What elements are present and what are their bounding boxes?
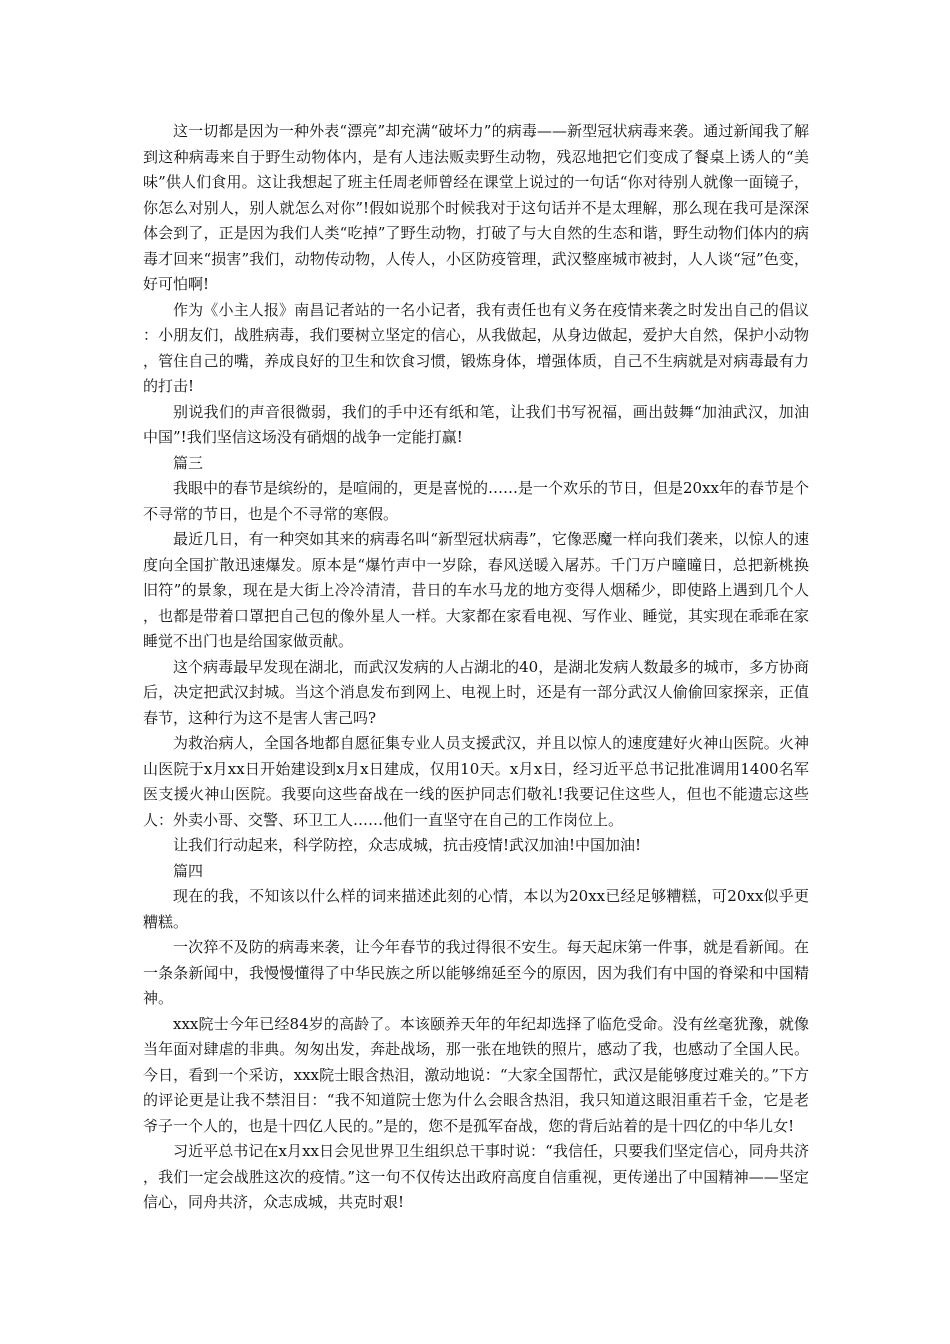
paragraph-call-to-action: 让我们行动起来，科学防控，众志成城，抗击疫情!武汉加油!中国加油! (173, 836, 642, 854)
paragraph-huoshenshan-hospital: 为救治病人，全国各地都自愿征集专业人员支援武汉，并且以惊人的速度建好火神山医院。火神山医院于x月xx日开始建设到x月x日建成，仅用10天。x月x日，经习近平总书记批准调用1400名军医支援火神山医院。我要向这些奋战在一线的医护同志们敬礼!我要记住这些人，但也不能遗忘这些人：外卖小哥、交警、环卫工人……他们一直坚守在自己的工作岗位上。 (143, 734, 809, 829)
paragraph-blessing: 别说我们的声音很微弱，我们的手中还有纸和笔，让我们书写祝福，画出鼓舞“加油武汉，加油中国”!我们坚信这场没有硝烟的战争一定能打赢! (143, 402, 809, 446)
paragraph-who-meeting: 习近平总书记在x月xx日会见世界卫生组织总干事时说：“我信任，只要我们坚定信心，同舟共济，我们一定会战胜这次的疫情。”这一句不仅传达出政府高度自信重视，更传递出了中国精神——坚定信心，同舟共济，众志成城，共克时艰! (143, 1142, 809, 1211)
paragraph-daily-news: 一次猝不及防的病毒来袭，让今年春节的我过得很不安生。每天起床第一件事，就是看新闻。在一条条新闻中，我慢慢懂得了中华民族之所以能够绵延至今的原因，因为我们有中国的脊梁和中国精神。 (143, 938, 809, 1007)
section-heading-part-four: 篇四 (173, 861, 204, 880)
paragraph-outbreak: 最近几日，有一种突如其来的病毒名叫“新型冠状病毒”，它像恶魔一样向我们袭来，以惊人的速度向全国扩散迅速爆发。原本是“爆竹声中一岁除，春风送暖入屠苏。千门万户曈曈日，总把新桃换旧符”的景象，现在是大街上冷冷清清，昔日的车水马龙的地方变得人烟稀少，即使路上遇到几个人，也都是带着口罩把自己包的像外星人一样。大家都在家看电视、写作业、睡觉，其实现在乖乖在家睡觉不出门也是给国家做贡献。 (143, 530, 809, 650)
section-heading-part-three: 篇三 (173, 453, 204, 472)
paragraph-wuhan-lockdown: 这个病毒最早发现在湖北，而武汉发病的人占湖北的40，是湖北发病人数最多的城市，多方协商后，决定把武汉封城。当这个消息发布到网上、电视上时，还是有一部分武汉人偷偷回家探亲，正值春节，这种行为这不是害人害己吗? (143, 657, 809, 727)
paragraph-academician: xxx院士今年已经84岁的高龄了。本该颐养天年的年纪却选择了临危受命。没有丝毫犹豫，就像当年面对肆虐的非典。匆匆出发，奔赴战场，那一张在地铁的照片，感动了我，也感动了全国人民。今日，看到一个采访，xxx院士眼含热泪，激动地说：“大家全国帮忙，武汉是能够度过难关的。”下方的评论更是让我不禁泪目：“我不知道院士您为什么会眼含热泪，我只知道这眼泪重若千金，它是老爷子一个人的，也是十四亿人民的。”是的，您不是孤军奋战，您的背后站着的是十四亿的中华儿女! (143, 1014, 809, 1135)
paragraph-current-feelings: 现在的我，不知该以什么样的词来描述此刻的心情，本以为20xx已经足够糟糕，可20xx似乎更糟糕。 (143, 887, 809, 931)
paragraph-reporter-proposal: 作为《小主人报》南昌记者站的一名小记者，我有责任也有义务在疫情来袭之时发出自己的倡议：小朋友们，战胜病毒，我们要树立坚定的信心，从我做起，从身边做起，爱护大自然，保护小动物，管住自己的嘴，养成良好的卫生和饮食习惯，锻炼身体，增强体质，自己不生病就是对病毒最有力的打击! (143, 300, 809, 395)
document-body (143, 119, 809, 1216)
paragraph-virus-origin: 这一切都是因为一种外表“漂亮”却充满“破坏力”的病毒——新型冠状病毒来袭。通过新闻我了解到这种病毒来自于野生动物体内，是有人违法贩卖野生动物，残忍地把它们变成了餐桌上诱人的“美味”供人们食用。这让我想起了班主任周老师曾经在课堂上说过的一句话“你对待别人就像一面镜子，你怎么对别人，别人就怎么对你”!假如说那个时候我对于这句话并不是太理解，那么现在我可是深深体会到了，正是因为我们人类“吃掉”了野生动物，打破了与大自然的生态和谐，野生动物们体内的病毒才回来“损害”我们，动物传动物，人传人，小区防疫管理，武汉整座城市被封，人人谈“冠”色变，好可怕啊! (143, 122, 809, 293)
paragraph-spring-festival: 我眼中的春节是缤纷的，是喧闹的，更是喜悦的……是一个欢乐的节日，但是20xx年的春节是个不寻常的节日，也是个不寻常的寒假。 (143, 479, 810, 523)
